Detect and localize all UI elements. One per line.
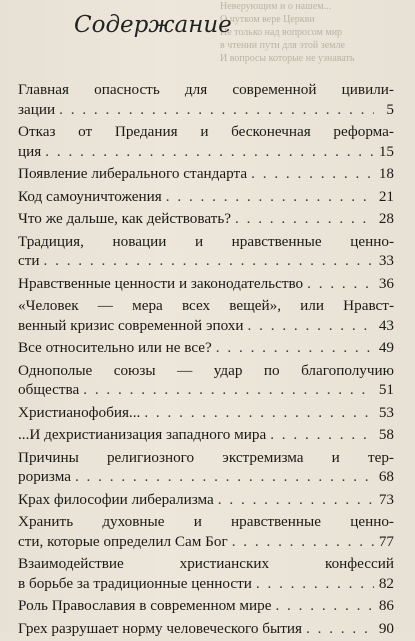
dot-leader bbox=[44, 251, 374, 271]
page-number: 5 bbox=[386, 100, 394, 118]
toc-entry-title: сти bbox=[18, 252, 40, 269]
toc-entry-title: зации bbox=[18, 100, 56, 118]
page-title: Содержание bbox=[74, 12, 232, 38]
dot-leader bbox=[232, 532, 374, 552]
toc-entry[interactable] bbox=[18, 596, 394, 616]
page-number: 90 bbox=[378, 619, 394, 637]
page-number: 77 bbox=[378, 532, 394, 550]
toc-entry-title: венный кризис современной эпохи bbox=[18, 316, 244, 334]
toc-entry-title: Роль Православия в современном мире bbox=[18, 597, 272, 614]
dot-leader bbox=[75, 467, 374, 487]
toc-entry[interactable] bbox=[18, 164, 394, 184]
toc-entry[interactable] bbox=[18, 232, 394, 271]
dot-leader bbox=[59, 100, 374, 120]
page-number: 53 bbox=[378, 403, 394, 421]
toc-entry-line: Отказ от Предания и бесконечная реформа- bbox=[18, 123, 394, 140]
toc-entry[interactable] bbox=[18, 274, 394, 294]
toc-entry[interactable] bbox=[18, 490, 394, 510]
dot-leader bbox=[166, 187, 374, 207]
toc-entry-title: роризма bbox=[18, 468, 71, 485]
toc-entry[interactable] bbox=[18, 296, 394, 335]
toc-entry[interactable] bbox=[18, 187, 394, 207]
toc-entry-line: Традиция, новации и нравственные ценно- bbox=[18, 232, 394, 250]
page-number: 28 bbox=[378, 210, 394, 227]
page-number: 73 bbox=[378, 490, 394, 508]
toc-entry-line: Причины религиозного экстремизма и тер- bbox=[18, 448, 394, 466]
toc-entry-title: Нравственные ценности и законодательство bbox=[18, 274, 304, 292]
dot-leader bbox=[83, 380, 374, 400]
toc-entry-title: Что же дальше, как действовать? bbox=[18, 210, 231, 227]
page-number: 15 bbox=[378, 142, 394, 160]
bleed-line: И вопросы которые не узнавать bbox=[220, 53, 355, 64]
page-number: 36 bbox=[378, 274, 394, 292]
page-number: 51 bbox=[378, 381, 394, 398]
toc-entry-title: Крах философии либерализма bbox=[18, 490, 214, 508]
dot-leader bbox=[218, 490, 374, 510]
toc-entry[interactable] bbox=[18, 338, 394, 358]
toc-entry-line: Хранить духовные и нравственные ценно- bbox=[18, 513, 394, 530]
toc-entry[interactable] bbox=[18, 425, 394, 445]
dot-leader bbox=[275, 596, 374, 616]
bleed-line: Неверующим и о нашем... bbox=[220, 1, 332, 12]
toc-entry-title: ...И дехристианизация западного мира bbox=[18, 426, 267, 443]
dot-leader bbox=[235, 209, 374, 229]
page-number: 43 bbox=[378, 316, 394, 334]
page-number: 58 bbox=[378, 426, 394, 443]
page-number: 33 bbox=[378, 252, 394, 269]
toc-entry-title: Код самоуничтожения bbox=[18, 187, 162, 205]
toc-entry[interactable] bbox=[18, 361, 394, 400]
page-number: 82 bbox=[378, 574, 394, 592]
dot-leader bbox=[307, 274, 374, 294]
toc-entry-title: сти, которые определил Сам Бог bbox=[18, 532, 228, 550]
toc-entry-line: Главная опасность для современной цивили- bbox=[18, 81, 394, 98]
table-of-contents bbox=[18, 80, 394, 641]
toc-entry-line: «Человек — мера всех вещей», или Нравст- bbox=[18, 297, 394, 314]
toc-entry-line: Взаимодействие христианских конфессий bbox=[18, 555, 394, 572]
dot-leader bbox=[248, 316, 374, 336]
toc-entry-title: в борьбе за традиционные ценности bbox=[18, 574, 252, 592]
toc-entry[interactable] bbox=[18, 448, 394, 487]
bleed-line: в чтении пути для этой земле bbox=[220, 40, 345, 51]
dot-leader bbox=[256, 574, 374, 594]
toc-entry[interactable] bbox=[18, 403, 394, 423]
dot-leader bbox=[270, 425, 374, 445]
dot-leader bbox=[216, 338, 374, 358]
bleed-line: О чутком вере Церкви bbox=[220, 14, 315, 25]
toc-entry[interactable] bbox=[18, 512, 394, 551]
toc-entry-title: Христианофобия... bbox=[18, 403, 141, 421]
bleed-line: Не только над вопросом мир bbox=[220, 27, 343, 38]
toc-entry[interactable] bbox=[18, 122, 394, 161]
dot-leader bbox=[45, 142, 374, 162]
toc-entry-title: общества bbox=[18, 381, 80, 398]
toc-entry[interactable] bbox=[18, 209, 394, 229]
toc-entry-title: Появление либерального стандарта bbox=[18, 165, 248, 182]
page-number: 86 bbox=[378, 597, 394, 614]
toc-entry-title: Грех разрушает норму человеческого бытия bbox=[18, 619, 302, 637]
dot-leader bbox=[251, 164, 374, 184]
dot-leader bbox=[306, 619, 374, 639]
toc-entry[interactable] bbox=[18, 619, 394, 639]
toc-entry-title: ция bbox=[18, 142, 42, 160]
page-number: 49 bbox=[378, 339, 394, 356]
page-number: 68 bbox=[378, 468, 394, 485]
toc-entry[interactable] bbox=[18, 554, 394, 593]
dot-leader bbox=[144, 403, 374, 423]
toc-entry-title: Все относительно или не все? bbox=[18, 339, 212, 356]
page-number: 21 bbox=[378, 187, 394, 205]
toc-entry-line: Однополые союзы — удар по благополучию bbox=[18, 361, 394, 379]
toc-entry[interactable] bbox=[18, 80, 394, 119]
page-number: 18 bbox=[378, 165, 394, 182]
